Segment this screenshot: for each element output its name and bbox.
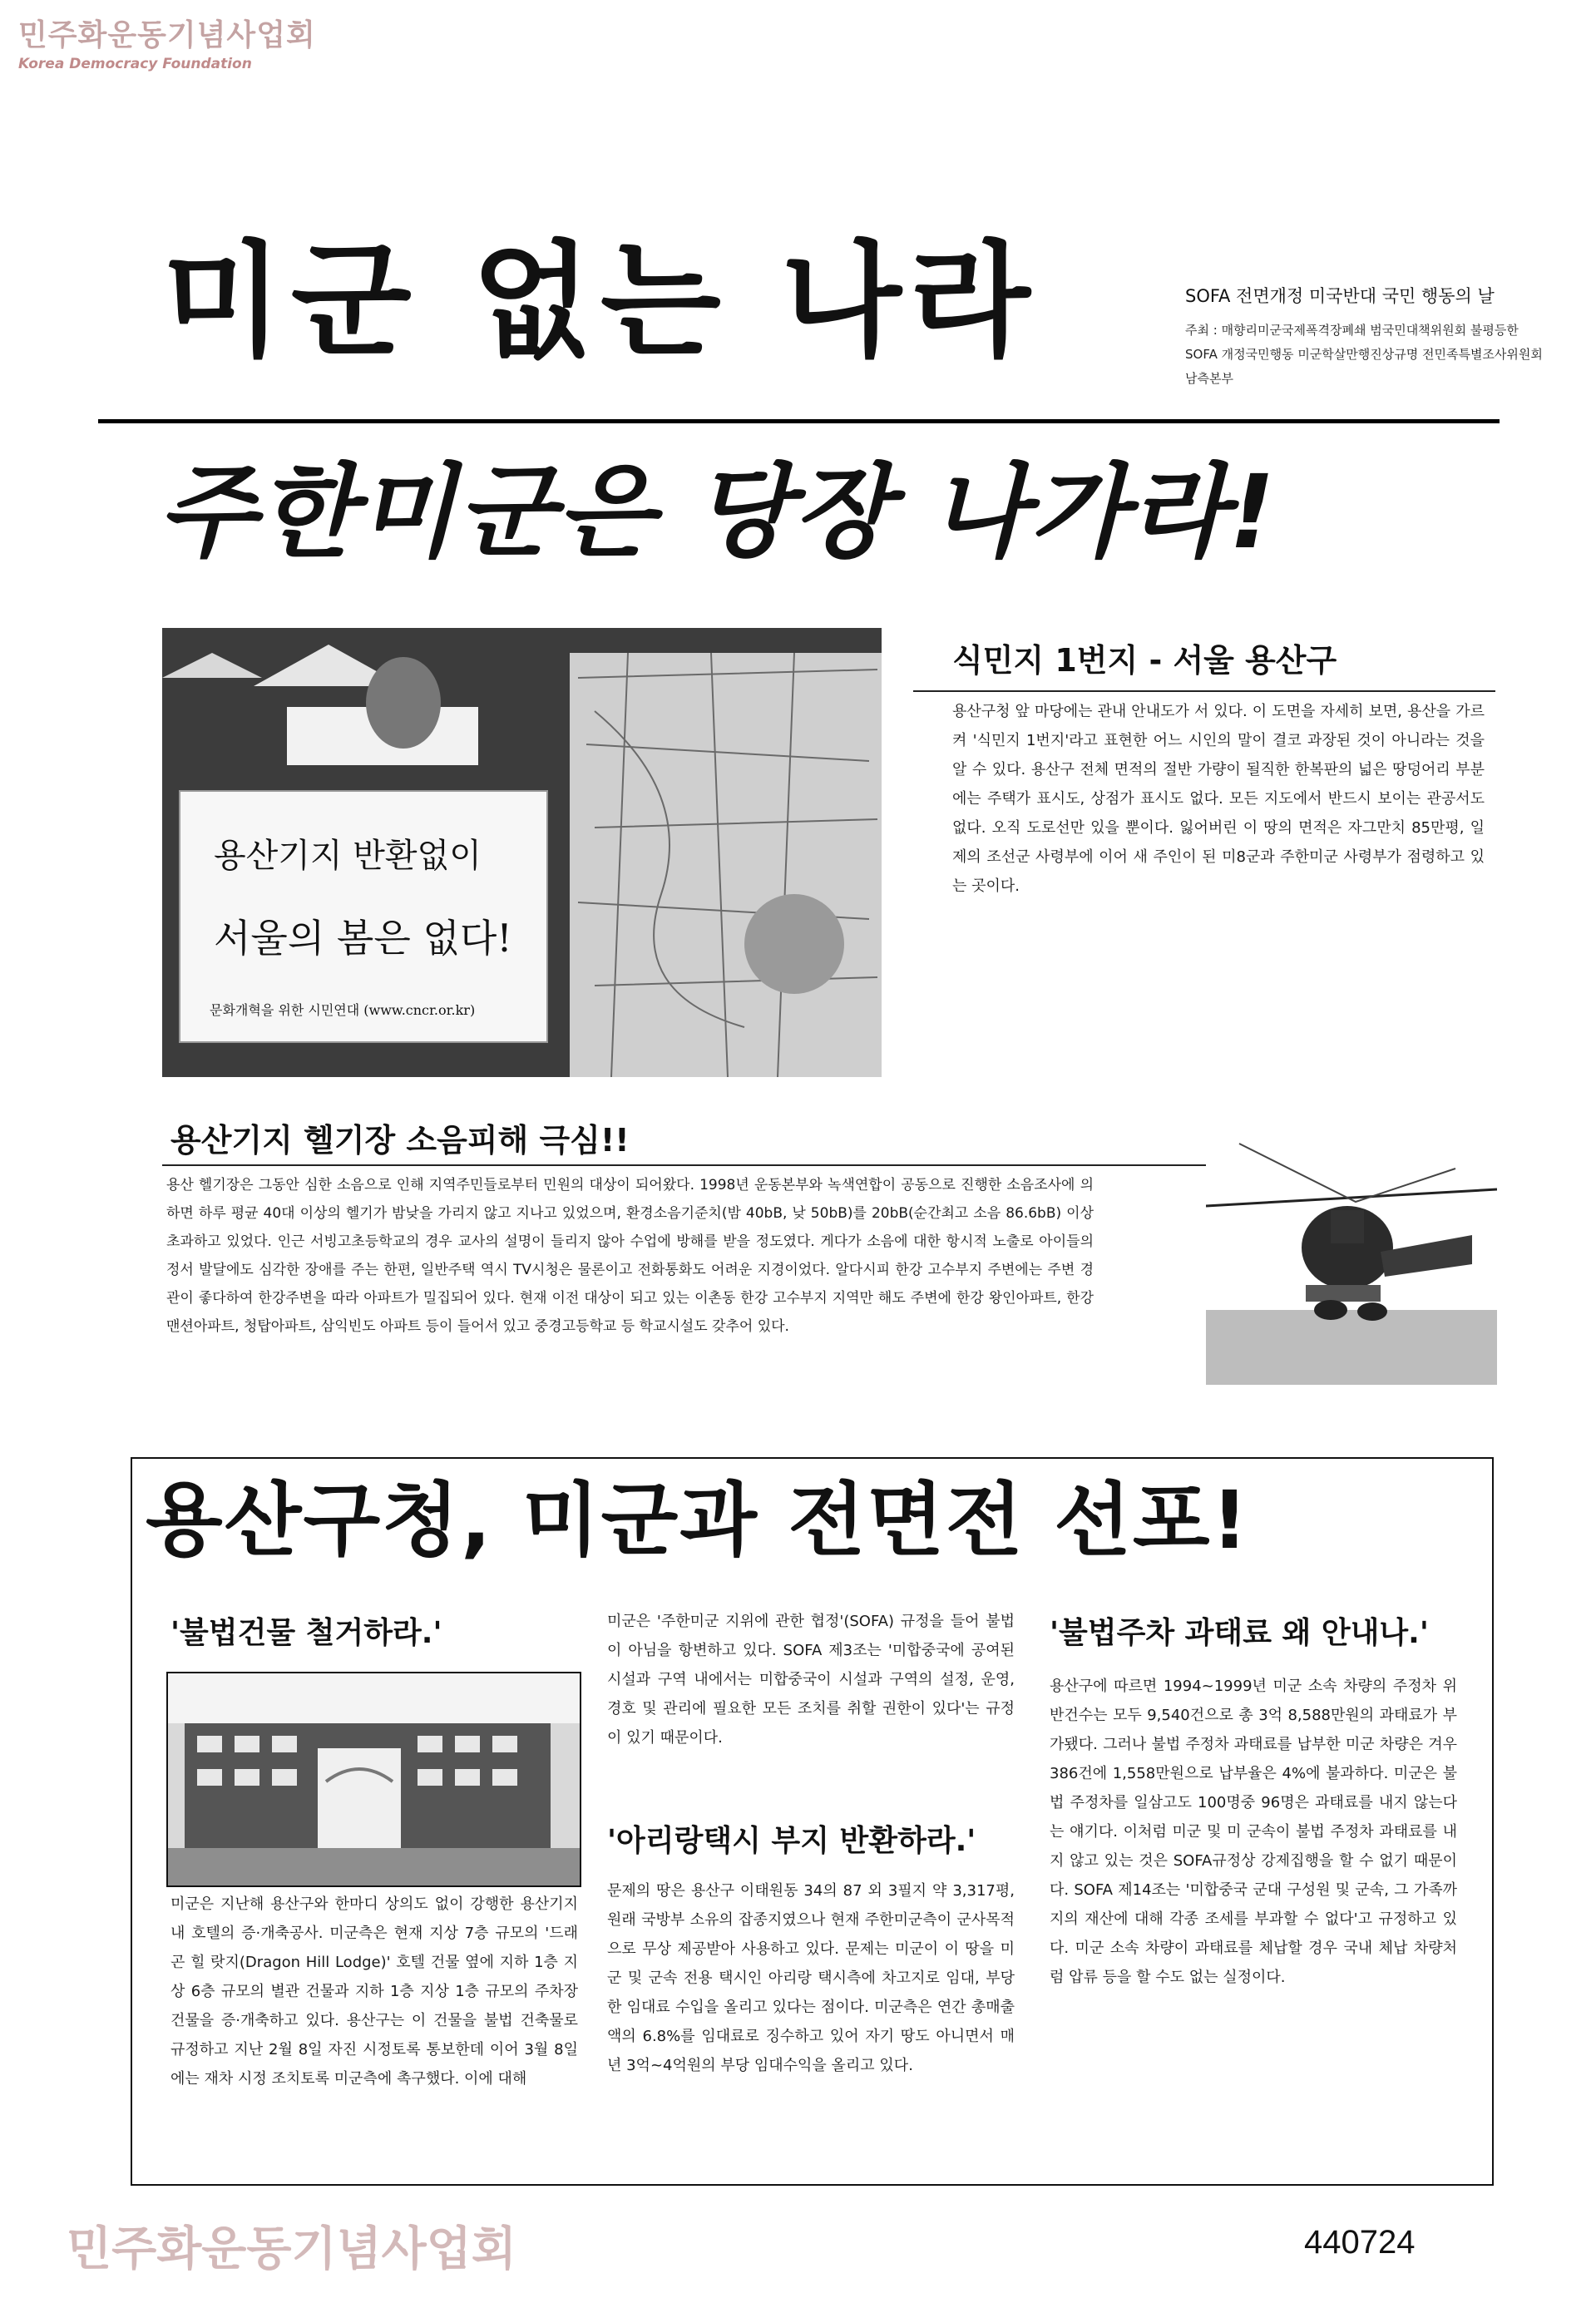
protest-photo: [162, 628, 882, 1077]
foundation-watermark: [18, 12, 316, 72]
helicopter-photo: [1206, 1110, 1497, 1385]
sign-line1: 용산기지 반환없이: [214, 837, 482, 875]
col3-text: 용산구에 따르면 1994~1999년 미군 소속 차량의 주정차 위반건수는 모두 9,540건으로 총 3억 8,588만원의 과태료가 부가됐다. 그러나 불법 주정차 과태료를 납부한 미군 차량은 겨우 386건에 1,558만원으로 납부율은 4%에 불과하다. 미군은 불법 주정차를 일삼고도 100명중 96명은 과태료를 내지 않는다는 얘기다. 이처럼 미군 및 미 군속이 불법 주정차 과태료를 내지 않고 있는 것은 SOFA규정상 강제집행을 할 수 없기 때문이다. SOFA 제14조는 '미합중국 군대 구성원 및 군속, 그 가족까지의 재산에 대해 각종 조세를 부과할 수 없다'고 규정하고 있다. 미군 소속 차량이 과태료를 체납할 경우 국내 체납 차량처럼 압류 등을 할 수도 없는 실정이다.: [1050, 1678, 1457, 1986]
watermark-korean: 민주화운동기념사업회: [18, 18, 316, 52]
section1-title: 식민지 1번지 - 서울 용산구: [952, 642, 1337, 679]
masthead-subtitle: SOFA 전면개정 미국반대 국민 행동의 날: [1185, 286, 1495, 306]
protest-sign: [179, 790, 548, 1043]
col3-title: '불법주차 과태료 왜 안내나.': [1050, 1616, 1429, 1650]
masthead-organizers: 주최 : 매향리미군국제폭격장폐쇄 범국민대책위원회 불평등한 SOFA 개정국민행동 미군학살만행진상규명 전민족특별조사위원회 남측본부: [1185, 323, 1543, 386]
col2-title: '아리랑택시 부지 반환하라.': [607, 1824, 976, 1858]
section2-title: 용산기지 헬기장 소음피해 극심!!: [170, 1122, 630, 1159]
masthead-rule: [98, 419, 1500, 423]
col1-text: 미군은 지난해 용산구와 한마디 상의도 없이 강행한 용산기지내 호텔의 증·개축공사. 미군측은 현재 지상 7층 규모의 '드래곤 힐 랏지(Dragon Hill Lodge)' 호텔 건물 옆에 지하 1층 지상 6층 규모의 별관 건물과 지하 1층 지상 1층 규모의 주차장 건물을 증·개축하고 있다. 용산구는 이 건물을 불법 건축물로 규정하고 지난 2월 8일 자진 시정토록 통보한데 이어 3월 8일에는 재차 시정 조치토록 미군측에 촉구했다. 이에 대해: [170, 1895, 578, 2088]
sign-line2: 서울의 봄은 없다!: [214, 916, 512, 961]
foundation-watermark-bottom: 민주화운동기념사업회: [67, 2222, 516, 2276]
main-headline: 주한미군은 당장 나가라!: [158, 453, 1277, 571]
helicopter-art: [1206, 1110, 1497, 1385]
col1-title: '불법건물 철거하라.': [170, 1616, 442, 1650]
col2-text-a: 미군은 '주한미군 지위에 관한 협정'(SOFA) 규정을 들어 불법이 아님을 항변하고 있다. SOFA 제3조는 '미합중국에 공여된 시설과 구역 내에서는 미합중국이 시설과 구역의 설정, 운영, 경호 및 관리에 필요한 모든 조치를 취할 권한이 있다'는 규정이 있기 때문이다.: [607, 1613, 1015, 1747]
section2-rule: [162, 1164, 1206, 1166]
sign-credit: 문화개혁을 위한 시민연대 (www.cncr.or.kr): [210, 1002, 476, 1018]
boxed-headline: 용산구청, 미군과 전면전 선포!: [146, 1474, 1250, 1567]
page-id: 440724: [1304, 2224, 1416, 2261]
section1-text: 용산구청 앞 마당에는 관내 안내도가 서 있다. 이 도면을 자세히 보면, 용산을 가르켜 '식민지 1번지'라고 표현한 어느 시인의 말이 결코 과장된 것이 아니라는 것을 알 수 있다. 용산구 전체 면적의 절반 가량이 될직한 한복판의 넓은 땅덩어리 부분에는 주택가 표시도, 상점가 표시도 없다. 모든 지도에서 반드시 보이는 관공서도 없다. 오직 도로선만 있을 뿐이다. 잃어버린 이 땅의 면적은 자그만치 85만평, 일제의 조선군 사령부에 이어 새 주인이 된 미8군과 주한미군 사령부가 점령하고 있는 곳이다.: [952, 703, 1485, 895]
col2-text-b: 문제의 땅은 용산구 이태원동 34의 87 외 3필지 약 3,317평, 원래 국방부 소유의 잡종지였으나 현재 주한미군측이 군사목적으로 무상 제공받아 사용하고 있다. 문제는 미군이 이 땅을 미군 및 군속 전용 택시인 아리랑 택시측에 차고지로 임대, 부당한 임대료 수입을 올리고 있다는 점이다. 미군측은 연간 총매출액의 6.8%를 임대료로 징수하고 있어 자기 땅도 아니면서 매년 3억~4억원의 부당 임대수익을 올리고 있다.: [607, 1882, 1015, 2074]
masthead-title: 미군 없는 나라: [162, 230, 1039, 374]
hotel-photo: [166, 1672, 581, 1887]
hotel-photo-art: [168, 1673, 580, 1885]
watermark-english: Korea Democracy Foundation: [18, 56, 252, 72]
section1-rule: [913, 690, 1495, 692]
section2-text: 용산 헬기장은 그동안 심한 소음으로 인해 지역주민들로부터 민원의 대상이 되어왔다. 1998년 운동본부와 녹색연합이 공동으로 진행한 소음조사에 의하면 하루 평균 40대 이상의 헬기가 밤낮을 가리지 않고 지나고 있었으며, 환경소음기준치(밤 40bB, 낮 50bB)를 20bB(순간최고 소음 86.6bB) 이상 초과하고 있었다. 인근 서빙고초등학교의 경우 교사의 설명이 들리지 않아 수업에 방해를 받을 정도였다. 게다가 소음에 대한 항시적 노출로 아이들의 정서 발달에도 심각한 장애를 주는 한편, 일반주택 역시 TV시청은 물론이고 전화통화도 어려운 지경이었다. 알다시피 한강 고수부지 주변에는 주변 경관이 좋다하여 한강주변을 따라 아파트가 밀집되어 있다. 현재 이전 대상이 되고 있는 이촌동 한강 고수부지 지역만 해도 주변에 한강 왕인아파트, 한강 맨션아파트, 청탑아파트, 삼익빈도 아파트 등이 들어서 있고 중경고등학교 등 학교시설도 갖추어 있다.: [166, 1177, 1094, 1335]
